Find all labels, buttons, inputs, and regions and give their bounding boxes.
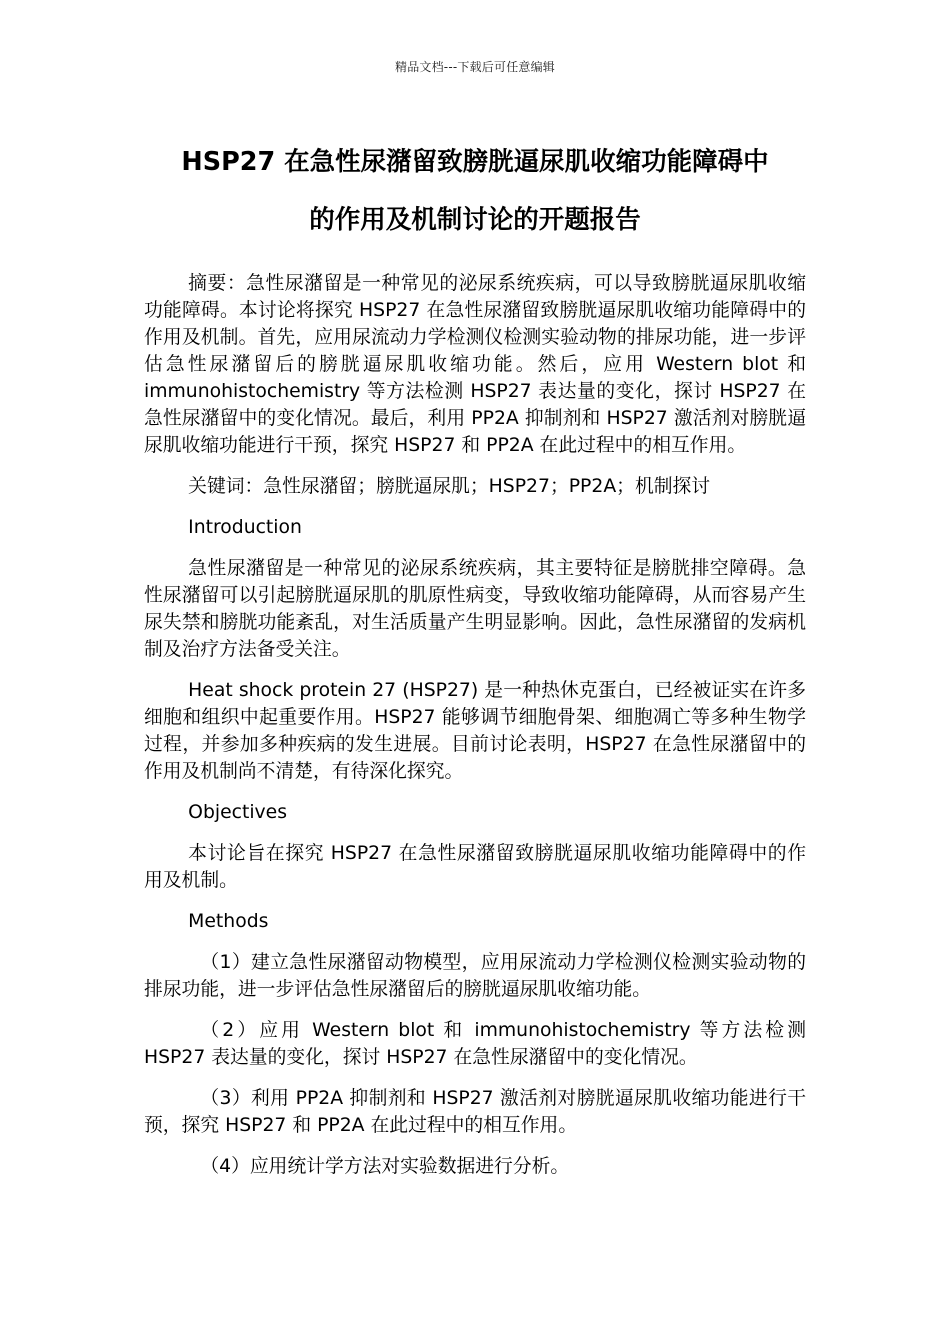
keywords-line: 关键词：急性尿潴留；膀胱逼尿肌；HSP27；PP2A；机制探讨 — [188, 476, 711, 497]
abstract-paragraph: 摘要：急性尿潴留是一种常见的泌尿系统疾病，可以导致膀胱逼尿肌收缩功能障碍。本讨论将探究 HSP27 在急性尿潴留致膀胱逼尿肌收缩功能障碍中的作用及机制。首先，应用尿流动力学检测仪检测实验动物的排尿功能，进一步评估急性尿潴留后的膀胱逼尿肌收缩功能。然后，应用 Western blot 和 immunohistochemistry 等方法检测 HSP27 表达量的变化，探讨 HSP27 在急性尿潴留中的变化情况。最后，利用 PP2A 抑制剂和 HSP27 激活剂对膀胱逼尿肌收缩功能进行干预，探究 HSP27 和 PP2A 在此过程中的相互作用。 — [144, 273, 806, 456]
method-item-4: （4）应用统计学方法对实验数据进行分析。 — [200, 1156, 570, 1177]
objectives-paragraph: 本讨论旨在探究 HSP27 在急性尿潴留致膀胱逼尿肌收缩功能障碍中的作用及机制。 — [144, 843, 806, 891]
introduction-paragraph-1: 急性尿潴留是一种常见的泌尿系统疾病，其主要特征是膀胱排空障碍。急性尿潴留可以引起膀胱逼尿肌的肌原性病变，导致收缩功能障碍，从而容易产生尿失禁和膀胱功能紊乱，对生活质量产生明显影响。因此，急性尿潴留的发病机制及治疗方法备受关注。 — [144, 558, 806, 660]
document-title — [90, 133, 860, 249]
method-item-3: （3）利用 PP2A 抑制剂和 HSP27 激活剂对膀胱逼尿肌收缩功能进行干预，探究 HSP27 和 PP2A 在此过程中的相互作用。 — [144, 1088, 806, 1136]
introduction-heading: Introduction — [188, 517, 302, 538]
header-note: 精品文档---下载后可任意编辑 — [395, 60, 555, 74]
method-item-1: （1）建立急性尿潴留动物模型，应用尿流动力学检测仪检测实验动物的排尿功能，进一步评估急性尿潴留后的膀胱逼尿肌收缩功能。 — [144, 952, 806, 1000]
title-line-2: 的作用及机制讨论的开题报告 — [309, 205, 641, 235]
objectives-heading: Objectives — [188, 802, 288, 823]
document-body — [144, 270, 806, 1194]
method-item-2: （2）应用 Western blot 和 immunohistochemistry 等方法检测 HSP27 表达量的变化，探讨 HSP27 在急性尿潴留中的变化情况。 — [144, 1020, 806, 1068]
introduction-paragraph-2: Heat shock protein 27 (HSP27) 是一种热休克蛋白，已经被证实在许多细胞和组织中起重要作用。HSP27 能够调节细胞骨架、细胞凋亡等多种生物学过程，并参加多种疾病的发生进展。目前讨论表明，HSP27 在急性尿潴留中的作用及机制尚不清楚，有待深化探究。 — [144, 680, 806, 782]
methods-heading: Methods — [188, 911, 269, 932]
title-line-1: HSP27 在急性尿潴留致膀胱逼尿肌收缩功能障碍中 — [181, 147, 769, 177]
